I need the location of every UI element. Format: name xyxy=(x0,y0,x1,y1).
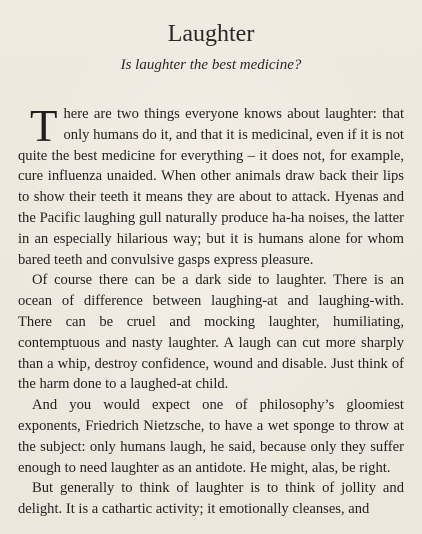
paragraph-text: And you would expect one of philosophy’s gloomiest exponents, Friedrich Nietzsche, to have a wet sponge to throw at the subject: only humans laugh, he said, because only they suffer enough to need laughter as an antidote. He might, alas, be right. xyxy=(18,397,404,476)
paragraph-text: here are two things everyone knows about laughter: that only humans do it, and that it is medicinal, even if it is not quite the best medicine for everything – it does not, for example, cure influenza unaided. When other animals draw back their lips to show their teeth it means they are about to attack. Hyenas and the Pacific laughing gull naturally produce ha-ha noises, the latter in an especially hilarious way; but it is humans alone for whom bared teeth and convulsive gasps express pleasure. xyxy=(18,106,404,268)
body-text xyxy=(18,101,404,520)
chapter-title: Laughter xyxy=(167,21,255,47)
paragraph xyxy=(18,395,404,478)
paragraph xyxy=(18,270,404,395)
chapter-subtitle: Is laughter the best medicine? xyxy=(120,57,302,73)
paragraph xyxy=(18,101,404,270)
paragraph xyxy=(18,478,404,520)
paragraph-text: Of course there can be a dark side to laughter. There is an ocean of difference between laughing-at and laughing-with. There can be cruel and mocking laughter, humiliating, contemptuous and nasty laughter. A laugh can cut more sharply than a whip, destroy confidence, wound and disable. Just think of the harm done to a laughed-at child. xyxy=(18,272,404,393)
paragraph-text: But generally to think of laughter is to think of jollity and delight. It is a cathartic activity; it emotionally cleanses, and xyxy=(18,480,404,518)
drop-cap: T xyxy=(30,101,58,151)
